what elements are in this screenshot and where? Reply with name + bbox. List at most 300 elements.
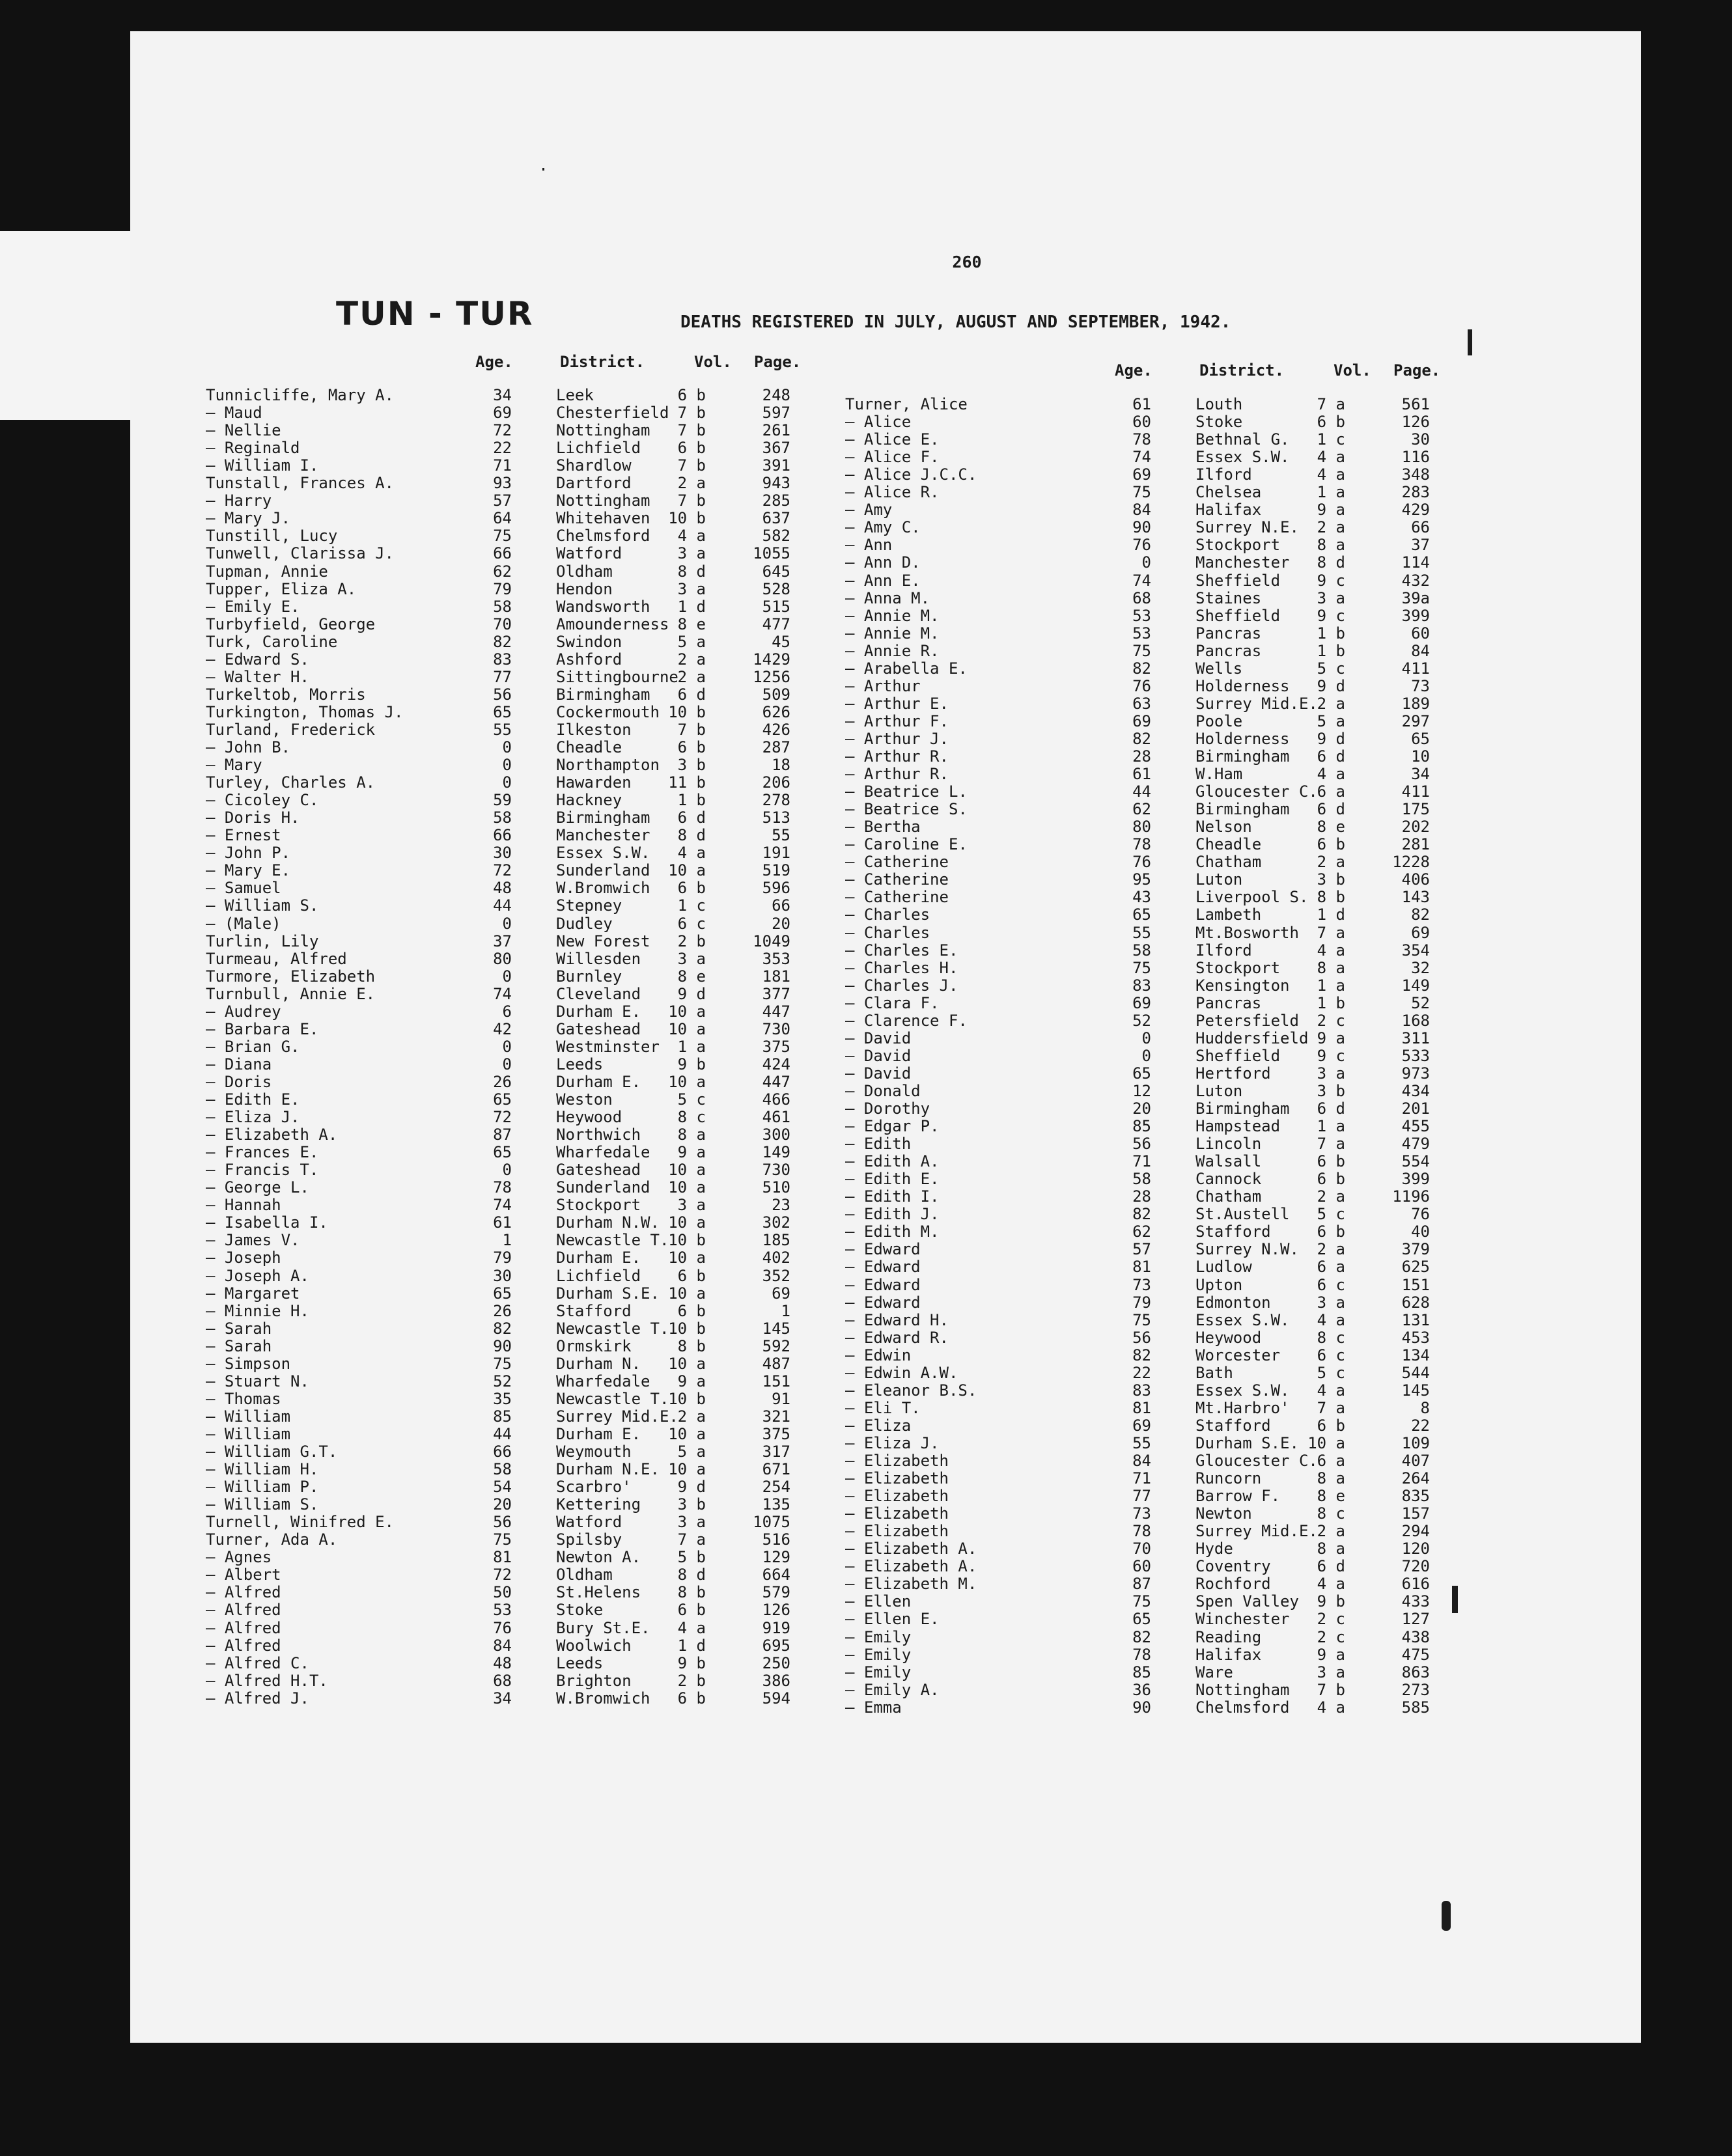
entry-district: Manchester — [556, 826, 650, 845]
entry-page: 424 — [762, 1055, 790, 1073]
film-edge — [0, 231, 130, 420]
entry-age: 66 — [493, 826, 512, 845]
entry-page: 399 — [1401, 606, 1430, 625]
right-vol-header: Vol. — [1334, 361, 1371, 380]
entry-name: — Dorothy — [845, 1099, 930, 1118]
entry-age: 72 — [493, 421, 512, 440]
entry-page: 206 — [762, 773, 790, 792]
entry-page: 720 — [1401, 1557, 1430, 1576]
entry-district: Newton A. — [556, 1548, 641, 1567]
entry-page: 114 — [1401, 553, 1430, 572]
entry-age: 0 — [1141, 1029, 1151, 1047]
entry-vol: 4 a — [677, 527, 706, 546]
entry-page: 561 — [1401, 395, 1430, 413]
entry-age: 82 — [1132, 1346, 1151, 1364]
entry-name: — Alfred H.T. — [206, 1671, 328, 1690]
entry-vol: 4 a — [1317, 448, 1345, 467]
entry-district: Newton — [1195, 1504, 1252, 1523]
entry-page: 1075 — [753, 1513, 790, 1532]
entry-page: 1228 — [1392, 853, 1430, 872]
entry-vol: 3 b — [1317, 1081, 1345, 1100]
entry-district: Dartford — [556, 474, 632, 493]
entry-vol: 10 a — [668, 1213, 706, 1232]
entry-vol: 2 b — [677, 1671, 706, 1690]
entry-district: Woolwich — [556, 1636, 632, 1655]
entry-age: 0 — [1141, 1046, 1151, 1065]
entry-district: Chatham — [1195, 853, 1262, 872]
entry-name: — Amy — [845, 501, 893, 519]
entry-page: 585 — [1401, 1698, 1430, 1717]
entry-page: 261 — [762, 421, 790, 440]
entry-age: 70 — [493, 615, 512, 633]
entry-vol: 8 b — [1317, 888, 1345, 907]
entry-name: — Beatrice S. — [845, 800, 968, 819]
entry-age: 90 — [493, 1336, 512, 1355]
entry-name: — Elizabeth A. — [206, 1126, 338, 1144]
entry-district: Holderness — [1195, 729, 1290, 748]
entry-name: — Caroline E. — [845, 835, 968, 854]
entry-name: — John P. — [206, 844, 291, 863]
entry-name: — William H. — [206, 1460, 319, 1479]
entry-age: 75 — [493, 1354, 512, 1373]
entry-name: — Walter H. — [206, 667, 309, 686]
entry-name: — Emily — [845, 1663, 912, 1681]
entry-vol: 1 a — [677, 1037, 706, 1056]
entry-page: 375 — [762, 1424, 790, 1443]
entry-vol: 10 a — [668, 861, 706, 880]
entry-age: 71 — [1132, 1469, 1151, 1488]
entry-page: 297 — [1401, 712, 1430, 730]
entry-page: 131 — [1401, 1310, 1430, 1329]
entry-vol: 3 a — [677, 949, 706, 968]
entry-age: 82 — [1132, 729, 1151, 748]
entry-vol: 2 a — [1317, 1240, 1345, 1259]
entry-name: — Elizabeth — [845, 1504, 949, 1523]
entry-district: Ilford — [1195, 941, 1252, 960]
entry-page: 461 — [762, 1108, 790, 1127]
entry-vol: 9 c — [1317, 571, 1345, 590]
right-page-header: Page. — [1393, 361, 1441, 380]
entry-age: 82 — [1132, 1627, 1151, 1646]
entry-name: — William S. — [206, 1495, 319, 1514]
entry-vol: 9 b — [677, 1653, 706, 1672]
entry-vol: 8 c — [1317, 1328, 1345, 1347]
entry-district: Stockport — [1195, 958, 1281, 977]
entry-district: Huddersfield — [1195, 1029, 1309, 1047]
entry-vol: 9 d — [1317, 676, 1345, 695]
entry-name: Turlin, Lily — [206, 932, 319, 950]
entry-age: 53 — [1132, 624, 1151, 643]
entry-age: 64 — [493, 509, 512, 528]
entry-name: — Frances E. — [206, 1143, 319, 1162]
entry-age: 82 — [493, 1319, 512, 1338]
entry-age: 62 — [493, 562, 512, 581]
entry-vol: 10 a — [668, 1019, 706, 1038]
entry-age: 69 — [1132, 712, 1151, 730]
entry-name: — Minnie H. — [206, 1301, 309, 1320]
entry-name: — James V. — [206, 1231, 300, 1250]
entry-page: 248 — [762, 386, 790, 404]
entry-vol: 8 d — [677, 562, 706, 581]
entry-page: 149 — [762, 1143, 790, 1162]
entry-age: 72 — [493, 1108, 512, 1127]
entry-page: 730 — [762, 1161, 790, 1180]
entry-name: — Annie M. — [845, 624, 940, 643]
entry-vol: 6 a — [1317, 1452, 1345, 1470]
entry-vol: 2 a — [677, 667, 706, 686]
entry-name: — Ann D. — [845, 553, 921, 572]
entry-name: — Edward — [845, 1293, 921, 1312]
entry-age: 84 — [1132, 1452, 1151, 1470]
entry-district: Hawarden — [556, 773, 632, 792]
entry-vol: 8 b — [677, 1336, 706, 1355]
entry-vol: 6 b — [1317, 1152, 1345, 1171]
entry-district: Poole — [1195, 712, 1243, 730]
entry-age: 53 — [1132, 606, 1151, 625]
entry-vol: 1 b — [677, 791, 706, 810]
entry-district: Bethnal G. — [1195, 430, 1290, 449]
entry-page: 143 — [1401, 888, 1430, 907]
entry-vol: 3 a — [677, 1196, 706, 1215]
entry-page: 432 — [1401, 571, 1430, 590]
entry-page: 475 — [1401, 1645, 1430, 1664]
entry-age: 74 — [1132, 448, 1151, 467]
entry-name: — Donald — [845, 1081, 921, 1100]
entry-age: 79 — [493, 579, 512, 598]
entry-page: 302 — [762, 1213, 790, 1232]
entry-page: 20 — [772, 914, 790, 933]
entry-name: — Alice E. — [845, 430, 940, 449]
entry-age: 55 — [1132, 1433, 1151, 1452]
right-district-header: District. — [1199, 361, 1285, 380]
entry-vol: 6 a — [1317, 782, 1345, 801]
entry-page: 84 — [1411, 641, 1430, 660]
entry-page: 311 — [1401, 1029, 1430, 1047]
entry-page: 434 — [1401, 1081, 1430, 1100]
entry-vol: 5 a — [677, 632, 706, 651]
entry-district: Surrey Mid.E. — [1195, 1522, 1318, 1541]
entry-district: Durham E. — [556, 1072, 641, 1091]
entry-vol: 2 a — [1317, 694, 1345, 713]
entry-vol: 9 c — [1317, 1046, 1345, 1065]
entry-vol: 5 c — [1317, 1205, 1345, 1224]
entry-age: 82 — [1132, 659, 1151, 678]
entry-page: 433 — [1401, 1592, 1430, 1611]
entry-vol: 2 a — [1317, 853, 1345, 872]
entry-age: 52 — [493, 1372, 512, 1390]
entry-page: 519 — [762, 861, 790, 880]
entry-vol: 3 b — [677, 1495, 706, 1514]
entry-name: — William S. — [206, 896, 319, 915]
entry-age: 71 — [1132, 1152, 1151, 1171]
entry-age: 78 — [493, 1178, 512, 1197]
entry-name: — Alice R. — [845, 483, 940, 502]
entry-page: 82 — [1411, 905, 1430, 924]
entry-district: Leek — [556, 386, 594, 404]
entry-name: — (Male) — [206, 914, 281, 933]
entry-page: 30 — [1411, 430, 1430, 449]
entry-age: 58 — [493, 1460, 512, 1479]
entry-district: Wandsworth — [556, 597, 650, 616]
entry-vol: 6 d — [677, 808, 706, 827]
entry-vol: 6 b — [1317, 413, 1345, 432]
left-page-header: Page. — [754, 353, 802, 371]
margin-mark — [1452, 1586, 1458, 1613]
entry-vol: 8 e — [677, 967, 706, 986]
entry-vol: 8 a — [1317, 958, 1345, 977]
entry-district: Durham N.E. — [556, 1460, 660, 1479]
entry-age: 62 — [1132, 800, 1151, 819]
entry-vol: 6 c — [1317, 1346, 1345, 1364]
entry-vol: 6 b — [677, 386, 706, 404]
entry-vol: 6 b — [1317, 1223, 1345, 1241]
entry-name: — Mary J. — [206, 509, 291, 528]
entry-page: 287 — [762, 738, 790, 756]
entry-page: 835 — [1401, 1487, 1430, 1506]
entry-age: 84 — [1132, 501, 1151, 519]
entry-district: Cannock — [1195, 1170, 1262, 1189]
entry-district: Wharfedale — [556, 1372, 650, 1390]
entry-vol: 8 e — [1317, 818, 1345, 836]
entry-district: Essex S.W. — [556, 844, 650, 863]
entry-district: Chelmsford — [1195, 1698, 1290, 1717]
entry-name: — John B. — [206, 738, 291, 756]
entry-district: Luton — [1195, 870, 1243, 889]
entry-page: 453 — [1401, 1328, 1430, 1347]
entry-page: 10 — [1411, 747, 1430, 766]
entry-name: — Edith M. — [845, 1223, 940, 1241]
entry-age: 93 — [493, 474, 512, 493]
entry-vol: 6 b — [677, 439, 706, 458]
entry-page: 671 — [762, 1460, 790, 1479]
entry-age: 75 — [1132, 1592, 1151, 1611]
entry-age: 82 — [493, 632, 512, 651]
entry-age: 52 — [1132, 1011, 1151, 1030]
entry-age: 75 — [1132, 641, 1151, 660]
entry-vol: 7 b — [677, 491, 706, 510]
entry-name: — Alfred J. — [206, 1689, 309, 1707]
entry-page: 616 — [1401, 1575, 1430, 1594]
entry-vol: 7 b — [677, 456, 706, 475]
entry-age: 20 — [1132, 1099, 1151, 1118]
entry-name: — Charles J. — [845, 976, 958, 995]
entry-district: Surrey N.E. — [1195, 518, 1299, 537]
entry-page: 23 — [772, 1196, 790, 1215]
entry-district: Hyde — [1195, 1540, 1233, 1558]
entry-page: 201 — [1401, 1099, 1430, 1118]
entry-name: — Eleanor B.S. — [845, 1381, 977, 1400]
entry-name: — Charles — [845, 905, 930, 924]
entry-vol: 6 b — [677, 1266, 706, 1285]
entry-age: 1 — [502, 1231, 512, 1250]
entry-name: — William P. — [206, 1478, 319, 1497]
entry-district: Heywood — [556, 1108, 622, 1127]
entry-name: — Diana — [206, 1055, 272, 1073]
entry-age: 85 — [1132, 1663, 1151, 1681]
entry-name: Turnell, Winifred E. — [206, 1513, 394, 1532]
entry-page: 129 — [762, 1548, 790, 1567]
entry-vol: 4 a — [1317, 1575, 1345, 1594]
entry-district: Louth — [1195, 395, 1243, 413]
entry-page: 151 — [762, 1372, 790, 1390]
entry-vol: 2 a — [1317, 518, 1345, 537]
entry-page: 626 — [762, 702, 790, 721]
entry-age: 75 — [493, 1530, 512, 1549]
entry-district: Nottingham — [1195, 1680, 1290, 1699]
entry-page: 943 — [762, 474, 790, 493]
entry-district: Sheffield — [1195, 606, 1281, 625]
entry-vol: 9 b — [677, 1055, 706, 1073]
entry-name: — Elizabeth — [845, 1522, 949, 1541]
entry-age: 75 — [493, 527, 512, 546]
entry-age: 65 — [493, 702, 512, 721]
entry-page: 391 — [762, 456, 790, 475]
entry-age: 74 — [493, 1196, 512, 1215]
entry-name: Tunnicliffe, Mary A. — [206, 386, 394, 404]
entry-district: Winchester — [1195, 1610, 1290, 1629]
entry-page: 65 — [1411, 729, 1430, 748]
entry-page: 69 — [1411, 923, 1430, 942]
entry-vol: 8 e — [677, 615, 706, 633]
entry-page: 40 — [1411, 1223, 1430, 1241]
entry-vol: 10 a — [668, 1424, 706, 1443]
margin-mark — [1468, 329, 1472, 355]
entry-district: Mt.Bosworth — [1195, 923, 1299, 942]
entry-page: 135 — [762, 1495, 790, 1514]
entry-page: 126 — [762, 1601, 790, 1620]
entry-page: 189 — [1401, 694, 1430, 713]
entry-name: — Nellie — [206, 421, 281, 440]
entry-district: Sunderland — [556, 861, 650, 880]
entry-vol: 9 a — [677, 1143, 706, 1162]
register-heading: DEATHS REGISTERED IN JULY, AUGUST AND SEPTEMBER, 1942. — [680, 312, 1231, 332]
entry-district: Birmingham — [1195, 1099, 1290, 1118]
entry-district: Staines — [1195, 588, 1262, 607]
entry-name: — David — [845, 1029, 912, 1047]
entry-page: 515 — [762, 597, 790, 616]
entry-district: Essex S.W. — [1195, 1310, 1290, 1329]
entry-age: 37 — [493, 932, 512, 950]
entry-district: Oldham — [556, 1566, 613, 1584]
entry-page: 109 — [1401, 1433, 1430, 1452]
entry-vol: 5 c — [677, 1090, 706, 1109]
entry-age: 65 — [493, 1090, 512, 1109]
entry-age: 53 — [493, 1601, 512, 1620]
entry-name: — Doris H. — [206, 808, 300, 827]
entry-name: — Reginald — [206, 439, 300, 458]
entry-district: Gateshead — [556, 1019, 641, 1038]
entry-name: — Alfred — [206, 1618, 281, 1637]
entry-vol: 1 b — [1317, 624, 1345, 643]
entry-name: — Arthur R. — [845, 765, 949, 784]
entry-page: 175 — [1401, 800, 1430, 819]
entry-vol: 6 b — [677, 1301, 706, 1320]
entry-vol: 3 a — [1317, 1064, 1345, 1083]
entry-page: 596 — [762, 879, 790, 898]
entry-age: 71 — [493, 456, 512, 475]
entry-page: 60 — [1411, 624, 1430, 643]
entry-district: Birmingham — [1195, 747, 1290, 766]
entry-district: Durham N.W. — [556, 1213, 660, 1232]
entry-age: 44 — [1132, 782, 1151, 801]
entry-age: 76 — [1132, 536, 1151, 555]
entry-age: 0 — [502, 1161, 512, 1180]
entry-age: 26 — [493, 1072, 512, 1091]
entry-vol: 8 d — [677, 826, 706, 845]
entry-page: 145 — [762, 1319, 790, 1338]
entry-age: 56 — [1132, 1135, 1151, 1154]
entry-page: 411 — [1401, 659, 1430, 678]
entry-age: 90 — [1132, 1698, 1151, 1717]
entry-district: Worcester — [1195, 1346, 1281, 1364]
entry-district: Barrow F. — [1195, 1487, 1281, 1506]
entry-vol: 8 e — [1317, 1487, 1345, 1506]
entry-page: 52 — [1411, 993, 1430, 1012]
page-number: 260 — [952, 253, 982, 271]
entry-name: — Charles H. — [845, 958, 958, 977]
entry-name: — Agnes — [206, 1548, 272, 1567]
entry-vol: 3 a — [677, 579, 706, 598]
entry-name: — Eliza J. — [845, 1433, 940, 1452]
entry-age: 73 — [1132, 1275, 1151, 1294]
entry-district: Newcastle T. — [556, 1231, 669, 1250]
entry-vol: 2 b — [677, 932, 706, 950]
entry-page: 487 — [762, 1354, 790, 1373]
entry-page: 250 — [762, 1653, 790, 1672]
entry-district: Weymouth — [556, 1443, 632, 1461]
entry-name: — Doris — [206, 1072, 272, 1091]
entry-name: Turkington, Thomas J. — [206, 702, 404, 721]
entry-district: Dudley — [556, 914, 613, 933]
entry-page: 664 — [762, 1566, 790, 1584]
entry-name: Tunwell, Clarissa J. — [206, 544, 394, 563]
entry-age: 57 — [493, 491, 512, 510]
entry-vol: 9 a — [1317, 1029, 1345, 1047]
entry-name: — Albert — [206, 1566, 281, 1584]
entry-name: — Edward H. — [845, 1310, 949, 1329]
entry-age: 55 — [493, 720, 512, 739]
entry-page: 592 — [762, 1336, 790, 1355]
entry-age: 77 — [493, 667, 512, 686]
entry-page: 695 — [762, 1636, 790, 1655]
entry-age: 87 — [1132, 1575, 1151, 1594]
entry-district: Chelmsford — [556, 527, 650, 546]
entry-district: Liverpool S. — [1195, 888, 1309, 907]
entry-district: Stepney — [556, 896, 622, 915]
entry-page: 386 — [762, 1671, 790, 1690]
entry-district: Essex S.W. — [1195, 1381, 1290, 1400]
entry-district: Halifax — [1195, 501, 1262, 519]
entry-district: Birmingham — [556, 685, 650, 704]
entry-page: 919 — [762, 1618, 790, 1637]
entry-page: 149 — [1401, 976, 1430, 995]
entry-district: Watford — [556, 1513, 622, 1532]
entry-vol: 2 a — [677, 1407, 706, 1426]
entry-vol: 6 b — [1317, 835, 1345, 854]
entry-vol: 9 d — [677, 1478, 706, 1497]
entry-age: 0 — [502, 967, 512, 986]
entry-age: 20 — [493, 1495, 512, 1514]
entry-page: 1256 — [753, 667, 790, 686]
entry-district: Holderness — [1195, 676, 1290, 695]
entry-name: — Alfred — [206, 1636, 281, 1655]
entry-district: Chesterfield — [556, 404, 669, 422]
entry-age: 76 — [1132, 853, 1151, 872]
entry-page: 283 — [1401, 483, 1430, 502]
entry-vol: 2 a — [677, 650, 706, 669]
entry-vol: 7 b — [677, 421, 706, 440]
entry-name: — Bertha — [845, 818, 921, 836]
